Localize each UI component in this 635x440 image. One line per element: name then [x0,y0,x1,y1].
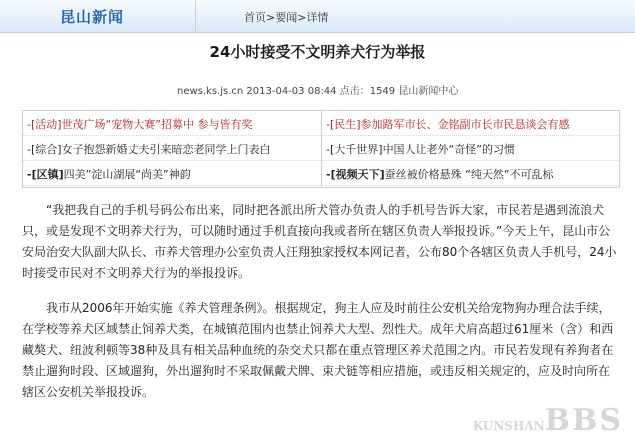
breadcrumb-home[interactable]: 首页 [244,11,266,24]
related-link[interactable] [321,161,619,186]
watermark-small-text: KUNSHAN [472,419,545,433]
related-link-text: 四美”淀山湖展“尚美”神韵 [63,168,191,181]
breadcrumb-current: 详情 [306,11,329,24]
header-divider [195,0,196,32]
related-links-box [22,110,620,188]
related-link-text: 中国人让老外“奇怪”的习惯 [382,143,515,156]
breadcrumb-separator: > [297,11,307,24]
article-title: 24小时接受不文明养犬行为举报 [209,43,426,61]
article-body [22,200,618,417]
article-paragraph: “我把我自己的手机号码公布出来，同时把各派出所犬管办负责人的手机号告诉大家，市民若是遇到流浪犬只，或是发现不文明养犬行为，可以随时通过手机直接向我或者所在辖区负责人举报投诉。”今天上午，昆山市公安局治安大队副大队长、市养犬管理办公室负责人汪翔独家授权本网记者，公布80个各辖区负责人手机号，24小时接受市民对不文明养犬行为的举报投诉。 [22,203,617,280]
article-meta: news.ks.js.cn 2013-04-03 08:44 点击：1549 昆山新闻中心 [177,86,459,97]
breadcrumb-news[interactable]: 要闻 [275,11,298,24]
related-link-text: 女子抱怨新婚丈夫引来暗恋老同学上门表白 [61,143,271,156]
article-paragraph: 我市从2006年开始实施《养犬管理条例》。根据规定，狗主人应及时前往公安机关给宠物狗办理合法手续，在学校等养犬区域禁止饲养犬类，在城镇范围内也禁止饲养犬大型、烈性犬。成年犬肩高超过61厘米（含）和西藏獒犬、纽波利顿等38种及具有相关品种血统的杂交犬只都在重点管理区养犬范围之内。市民若发现有养狗者在禁止遛狗时段、区域遛狗，外出遛狗时不采取佩戴犬牌、束犬链等相应措施，或违反相关规定的，应及时向所在辖区公安机关举报投诉。 [22,301,614,399]
related-link-category: -[民生] [326,118,361,131]
related-link[interactable] [23,111,321,136]
related-link[interactable] [321,136,619,161]
site-brand[interactable]: 昆山新闻 [60,8,125,26]
related-link-category: -[大千世界] [326,143,383,156]
breadcrumb [244,9,328,25]
related-link-category: -[区镇] [27,168,64,181]
related-link-category: -[视频天下] [326,168,385,181]
related-link-text: 参加路军市长、金铭副市长市民恳谈会有感 [360,118,570,131]
related-link-category: -[活动] [27,118,62,131]
top-bar [0,0,635,33]
related-link-category: -[综合] [27,143,62,156]
watermark-text: BBS [544,403,623,438]
related-link[interactable] [23,136,321,161]
breadcrumb-separator: > [266,11,276,24]
related-link[interactable] [321,111,619,136]
related-link-text: 世茂广场“宠物大赛”招募中 参与皆有奖 [61,118,253,131]
related-link[interactable] [23,161,321,186]
related-link-text: 蚕丝被价格悬殊 “纯天然”不可乱标 [384,168,554,181]
